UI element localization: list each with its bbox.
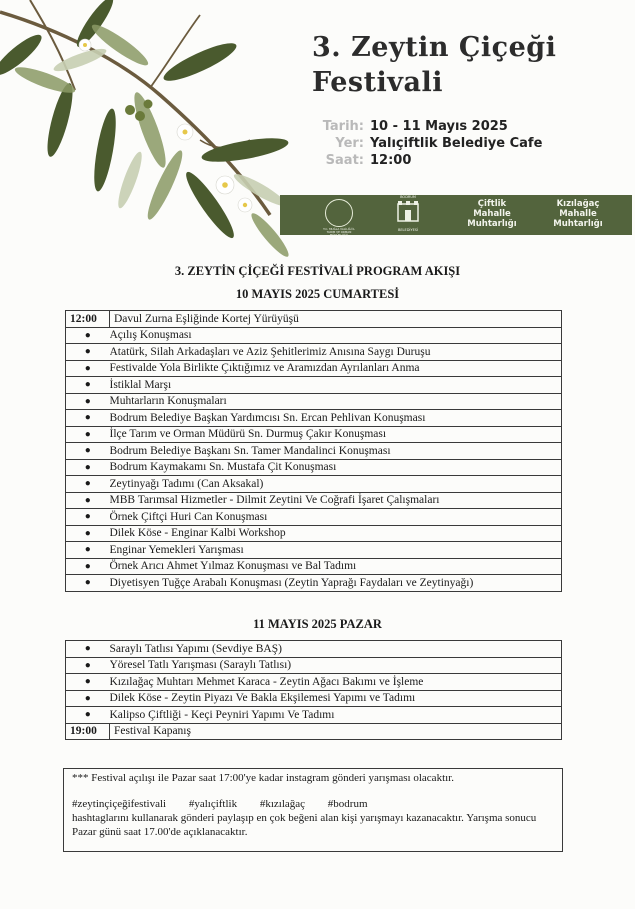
contest-announcement: *** Festival açılışı ile Pazar saat 17:00'ye kadar instagram gönderi yarışması olacaktır.	[72, 772, 454, 784]
row-text: Kalipso Çiftliği - Keçi Peyniri Yapımı Ve Tadımı	[110, 707, 562, 724]
row-text: Dilek Köse - Zeytin Piyazı Ve Bakla Ekşilemesi Yapımı ve Tadımı	[110, 690, 562, 707]
table-row	[66, 311, 562, 328]
day1-program-table	[65, 310, 562, 592]
row-text: Dilek Köse - Enginar Kalbi Workshop	[110, 525, 562, 542]
table-row	[66, 707, 562, 724]
bullet-icon: ●	[66, 443, 110, 460]
day2-program-table	[65, 640, 562, 740]
row-time: 12:00	[66, 311, 110, 328]
festival-title	[312, 30, 632, 100]
bullet-icon: ●	[66, 492, 110, 509]
bullet-icon: ●	[66, 690, 110, 707]
bullet-icon: ●	[66, 344, 110, 361]
bullet-icon: ●	[66, 575, 110, 592]
table-row	[66, 723, 562, 740]
time-value: 12:00	[370, 153, 412, 168]
table-row	[66, 690, 562, 707]
row-text: Davul Zurna Eşliğinde Kortej Yürüyüşü	[110, 311, 562, 328]
bullet-icon: ●	[66, 509, 110, 526]
ministry-seal-caption: T.C. MUĞLA VALİLİĞİ İL TARIM VE ORMAN MÜDÜRLÜĞÜ	[323, 227, 355, 237]
bullet-icon: ●	[66, 377, 110, 394]
table-row	[66, 377, 562, 394]
row-text: Açılış Konuşması	[110, 327, 562, 344]
row-text: Kızılağaç Muhtarı Mehmet Karaca - Zeytin Ağacı Bakımı ve İşleme	[110, 674, 562, 691]
row-text: Bodrum Kaymakamı Sn. Mustafa Çit Konuşması	[110, 459, 562, 476]
row-text: Yöresel Tatlı Yarışması (Saraylı Tatlısı)	[110, 657, 562, 674]
date-value: 10 - 11 Mayıs 2025	[370, 119, 508, 134]
bullet-icon: ●	[66, 476, 110, 493]
row-time: 19:00	[66, 723, 110, 740]
row-text: Örnek Arıcı Ahmet Yılmaz Konuşması ve Bal Tadımı	[110, 558, 562, 575]
table-row	[66, 476, 562, 493]
bullet-icon: ●	[66, 410, 110, 427]
table-row	[66, 558, 562, 575]
bullet-icon: ●	[66, 674, 110, 691]
bullet-icon: ●	[66, 707, 110, 724]
table-row	[66, 360, 562, 377]
bullet-icon: ●	[66, 426, 110, 443]
row-text: Saraylı Tatlısı Yapımı (Sevdiye BAŞ)	[110, 641, 562, 658]
row-text: Atatürk, Silah Arkadaşları ve Aziz Şehitlerimiz Anısına Saygı Duruşu	[110, 344, 562, 361]
table-row	[66, 344, 562, 361]
row-text: Bodrum Belediye Başkan Yardımcısı Sn. Ercan Pehlivan Konuşması	[110, 410, 562, 427]
hashtag: #bodrum	[327, 798, 368, 810]
time-label: Saat:	[325, 153, 364, 168]
bullet-icon: ●	[66, 657, 110, 674]
date-label: Tarih:	[322, 119, 364, 134]
contest-rules: hashtaglarını kullanarak gönderi paylaşıp en çok beğeni alan kişi yarışmayı kazanacaktır. Yarışma sonucu Pazar günü saat 17.00'de açıklanacaktır.	[72, 812, 537, 838]
place-row	[312, 135, 542, 152]
row-text: Bodrum Belediye Başkanı Sn. Tamer Mandalinci Konuşması	[110, 443, 562, 460]
row-text: Festival Kapanış	[110, 723, 562, 740]
row-text: Muhtarların Konuşmaları	[110, 393, 562, 410]
bodrum-logo-top: BODRUM	[400, 195, 416, 199]
table-row	[66, 459, 562, 476]
table-row	[66, 426, 562, 443]
table-row	[66, 393, 562, 410]
title-line-2: Festivali	[312, 67, 443, 98]
bodrum-castle-logo-icon	[395, 198, 421, 228]
row-text: Enginar Yemekleri Yarışması	[110, 542, 562, 559]
bullet-icon: ●	[66, 360, 110, 377]
table-row	[66, 443, 562, 460]
instagram-contest-notes	[63, 768, 563, 852]
bullet-icon: ●	[66, 459, 110, 476]
table-row	[66, 542, 562, 559]
ciftlik-muhtarligi: Çiftlik Mahalle Muhtarlığı	[467, 199, 517, 229]
row-text: Örnek Çiftçi Huri Can Konuşması	[110, 509, 562, 526]
bullet-icon: ●	[66, 327, 110, 344]
row-text: Festivalde Yola Birlikte Çıktığımız ve Aramızdan Ayrılanları Anma	[110, 360, 562, 377]
table-row	[66, 327, 562, 344]
place-value: Yalıçiftlik Belediye Cafe	[370, 136, 543, 151]
place-label: Yer:	[335, 136, 364, 151]
ministry-seal-icon	[325, 199, 353, 227]
day2-title: 11 MAYIS 2025 PAZAR	[253, 617, 382, 631]
event-info	[312, 118, 542, 169]
time-row	[312, 152, 542, 169]
table-row	[66, 525, 562, 542]
table-row	[66, 575, 562, 592]
title-line-1: 3. Zeytin Çiçeği	[312, 32, 557, 63]
bodrum-logo-bottom: BELEDİYESİ	[397, 228, 419, 232]
bullet-icon: ●	[66, 393, 110, 410]
bullet-icon: ●	[66, 525, 110, 542]
bullet-icon: ●	[66, 558, 110, 575]
sponsor-band	[280, 195, 632, 235]
row-text: MBB Tarımsal Hizmetler - Dilmit Zeytini Ve Coğrafi İşaret Çalışmaları	[110, 492, 562, 509]
table-row	[66, 509, 562, 526]
table-row	[66, 657, 562, 674]
table-row	[66, 641, 562, 658]
hashtag: #zeytinçiçeğifestivali	[72, 798, 167, 810]
table-row	[66, 492, 562, 509]
row-text: İstiklal Marşı	[110, 377, 562, 394]
day1-title: 10 MAYIS 2025 CUMARTESİ	[235, 287, 400, 301]
row-text: Zeytinyağı Tadımı (Can Aksakal)	[110, 476, 562, 493]
row-text: Diyetisyen Tuğçe Arabalı Konuşması (Zeytin Yaprağı Faydaları ve Zeytinyağı)	[110, 575, 562, 592]
date-row	[312, 118, 542, 135]
hashtag-list	[72, 797, 554, 811]
hashtag: #kızılağaç	[259, 798, 306, 810]
table-row	[66, 674, 562, 691]
hashtag: #yalıçiftlik	[188, 798, 238, 810]
program-title: 3. ZEYTİN ÇİÇEĞİ FESTİVALİ PROGRAM AKIŞI	[174, 264, 461, 278]
bullet-icon: ●	[66, 542, 110, 559]
kizilagac-muhtarligi: Kızılağaç Mahalle Muhtarlığı	[553, 199, 603, 229]
table-row	[66, 410, 562, 427]
bullet-icon: ●	[66, 641, 110, 658]
row-text: İlçe Tarım ve Orman Müdürü Sn. Durmuş Çakır Konuşması	[110, 426, 562, 443]
